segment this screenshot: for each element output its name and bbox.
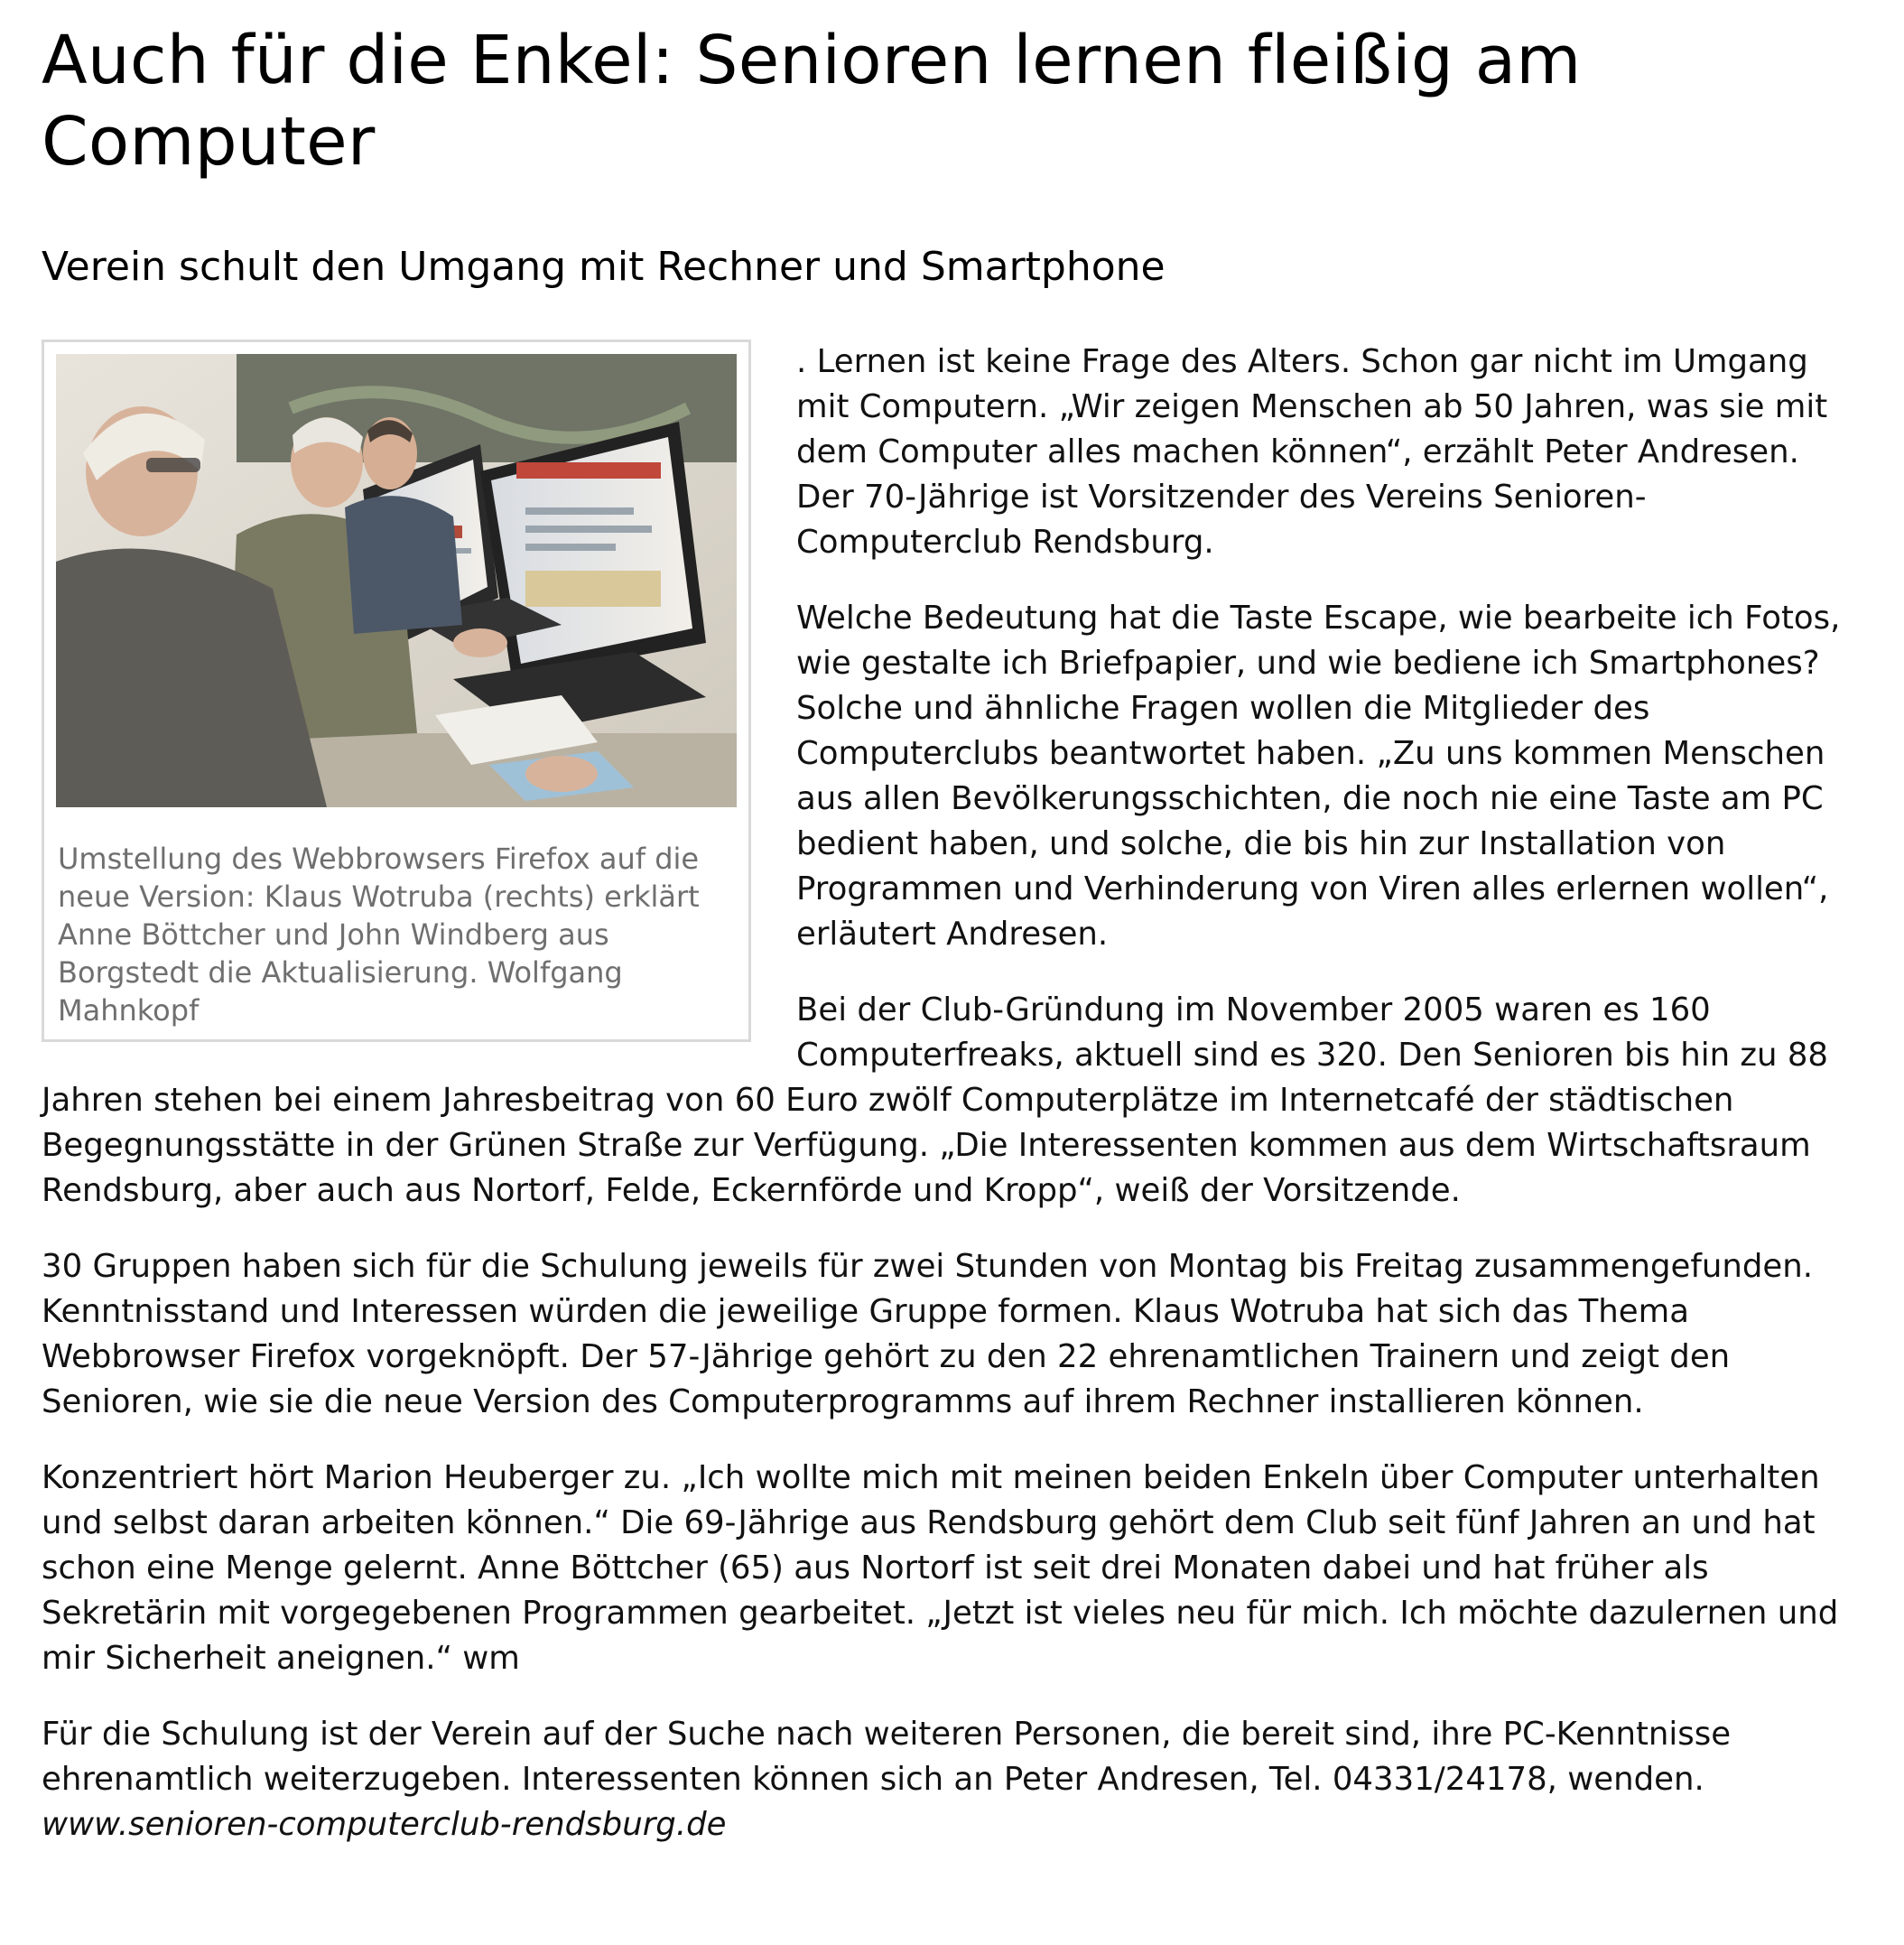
- paragraph-5: Konzentriert hört Marion Heuberger zu. „Ich wollte mich mit meinen beiden Enkeln über Computer unterhalten und selbst daran arbeiten können.“ Die 69-Jährige aus Rendsburg gehört dem Club seit fünf Jahren an und hat schon eine Menge gelernt. Anne Böttcher (65) aus Nortorf ist seit drei Monaten dabei und hat früher als Sekretärin mit vorgegebenen Programmen gearbeitet. „Jetzt ist vieles neu für mich. Ich möchte dazulernen und mir Sicherheit aneignen.“ wm: [42, 1459, 1839, 1677]
- article-figure: [42, 340, 751, 1042]
- paragraph-3: Bei der Club-Gründung im November 2005 waren es 160 Computerfreaks, aktuell sind es 320. Den Senioren bis hin zu 88 Jahren stehen bei einem Jahresbeitrag von 60 Euro zwölf Computerplätze im Internetcafé der städtischen Begegnungsstätte in der Grünen Straße zur Verfügung. „Die Interessenten kommen aus dem Wirtschaftsraum Rendsburg, aber auch aus Nortorf, Felde, Eckernförde und Kropp“, weiß der Vorsitzende.: [42, 991, 1828, 1209]
- contact-text: Für die Schulung ist der Verein auf der Suche nach weiteren Personen, die bereit sind, ihre PC-Kenntnisse ehrenamtlich weiterzugeben. Interessenten können sich an Peter Andresen, Tel. 04331/24178, wenden.: [42, 1716, 1732, 1798]
- paragraph-6: [42, 1712, 1862, 1847]
- paragraph-1: . Lernen ist keine Frage des Alters. Schon gar nicht im Umgang mit Computern. „Wir zeigen Menschen ab 50 Jahren, was sie mit dem Computer alles machen können“, erzählt Peter Andresen. Der 70-Jährige ist Vorsitzender des Vereins Senioren-Computerclub Rendsburg.: [796, 343, 1828, 561]
- article-body: [42, 340, 1862, 1847]
- photo-caption: Umstellung des Webbrowsers Firefox auf die neue Version: Klaus Wotruba (rechts) erklärt Anne Böttcher und John Windberg aus Borgstedt die Aktualisierung. Wolfgang Mahnkopf: [58, 842, 700, 1028]
- paragraph-4: 30 Gruppen haben sich für die Schulung jeweils für zwei Stunden von Montag bis Freitag zusammengefunden. Kenntnisstand und Interessen würden die jeweilige Gruppe formen. Klaus Wotruba hat sich das Thema Webbrowser Firefox vorgeknöpft. Der 57-Jährige gehört zu den 22 ehrenamtlichen Trainern und zeigt den Senioren, wie sie die neue Version des Computerprogramms auf ihrem Rechner installieren können.: [42, 1248, 1813, 1420]
- article-headline: Auch für die Enkel: Senioren lernen fleißig am Computer: [42, 22, 1582, 181]
- article-subheadline: Verein schult den Umgang mit Rechner und Smartphone: [42, 244, 1166, 290]
- paragraph-2: Welche Bedeutung hat die Taste Escape, wie bearbeite ich Fotos, wie gestalte ich Briefpapier, und wie bediene ich Smartphones? Solche und ähnliche Fragen wollen die Mitglieder des Computerclubs beantwortet haben. „Zu uns kommen Menschen aus allen Bevölkerungsschichten, die noch nie eine Taste am PC bedient haben, und solche, die bis hin zur Installation von Programmen und Verhinderung von Viren alles erlernen wollen“, erläutert Andresen.: [796, 600, 1841, 953]
- article-photo: [56, 354, 737, 807]
- website-link[interactable]: www.senioren-computerclub-rendsburg.de: [42, 1806, 727, 1843]
